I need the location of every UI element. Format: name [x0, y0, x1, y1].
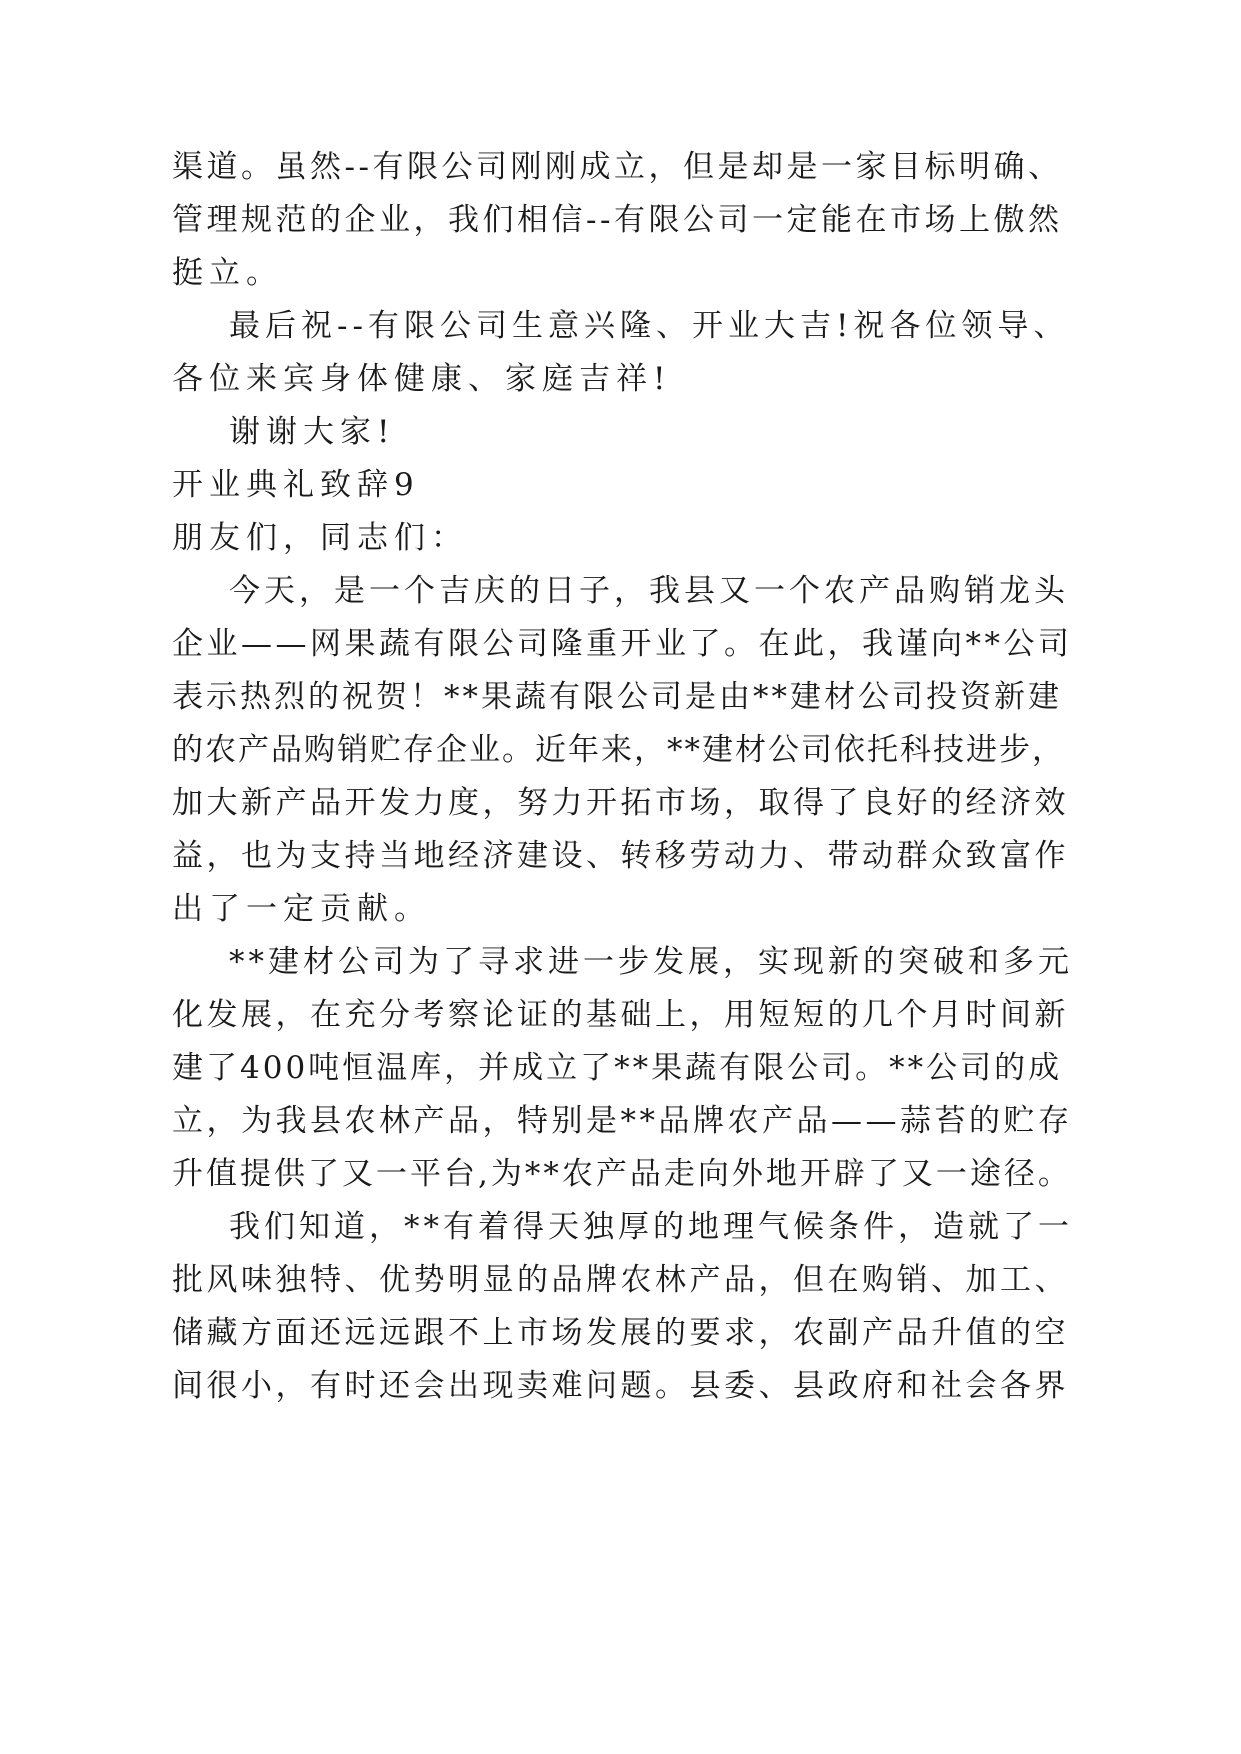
text-line: 立，为我县农林产品，特别是**品牌农产品——蒜苔的贮存	[172, 1103, 1073, 1139]
text-line: 建了400吨恒温库，并成立了**果蔬有限公司。**公司的成	[172, 1050, 1063, 1086]
text-line: 出了一定贡献。	[172, 891, 431, 927]
salutation: 朋友们，同志们：	[172, 520, 468, 556]
text-line: 今天，是一个吉庆的日子，我县又一个农产品购销龙头	[229, 573, 1069, 609]
text-line: 升值提供了又一平台,为**农产品走向外地开辟了又一途径。	[172, 1156, 1072, 1192]
text-line: 渠道。虽然--有限公司刚刚成立，但是却是一家目标明确、	[172, 149, 1063, 185]
text-line: 最后祝--有限公司生意兴隆、开业大吉!祝各位领导、	[229, 308, 1070, 344]
text-line: 的农产品购销贮存企业。近年来，**建材公司依托科技进步，	[172, 732, 1065, 768]
text-line: 谢谢大家!	[229, 414, 396, 450]
section-heading: 开业典礼致辞9	[172, 467, 420, 503]
text-line: 加大新产品开发力度，努力开拓市场，取得了良好的经济效	[172, 785, 1069, 821]
text-line: 表示热烈的祝贺！**果蔬有限公司是由**建材公司投资新建	[172, 679, 1062, 715]
text-line: 储藏方面还远远跟不上市场发展的要求，农副产品升值的空	[172, 1315, 1069, 1351]
text-line: 管理规范的企业，我们相信--有限公司一定能在市场上傲然	[172, 202, 1063, 238]
text-line: 益，也为支持当地经济建设、转移劳动力、带动群众致富作	[172, 838, 1069, 874]
text-line: 企业——网果蔬有限公司隆重开业了。在此，我谨向**公司	[172, 626, 1073, 662]
text-line: 各位来宾身体健康、家庭吉祥!	[172, 361, 672, 397]
text-line: 化发展，在充分考察论证的基础上，用短短的几个月时间新	[172, 997, 1069, 1033]
text-line: 间很小，有时还会出现卖难问题。县委、县政府和社会各界	[172, 1368, 1069, 1404]
text-line: 挺立。	[172, 255, 283, 291]
text-line: 批风味独特、优势明显的品牌农林产品，但在购销、加工、	[172, 1262, 1069, 1298]
text-line: **建材公司为了寻求进一步发展，实现新的突破和多元	[229, 944, 1073, 980]
text-line: 我们知道，**有着得天独厚的地理气候条件，造就了一	[229, 1209, 1073, 1245]
